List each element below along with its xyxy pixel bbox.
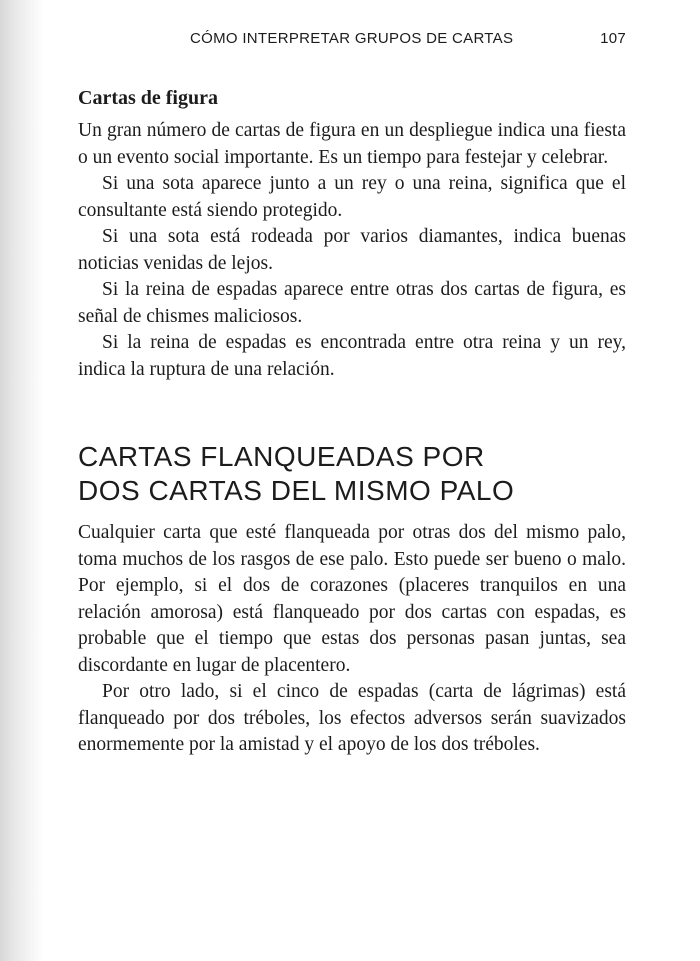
paragraph: Cualquier carta que esté flanqueada por otras dos del mismo palo, toma muchos de los rasgos de ese palo. Esto puede ser bueno o malo. Por ejemplo, si el dos de corazones (placeres tranquilos en una relación amorosa) está flanqueado por dos cartas con espadas, es probable que el tiempo que estas dos personas pasan juntas, sea discordante en lugar de placentero. [78, 522, 626, 676]
section-cartas-flanqueadas [78, 440, 626, 759]
section-heading-line-1: CARTAS FLANQUEADAS POR [78, 441, 485, 472]
section-heading-line-2: DOS CARTAS DEL MISMO PALO [78, 475, 515, 506]
paragraph: Si una sota está rodeada por varios diamantes, indica buenas noticias venidas de lejos. [78, 226, 626, 274]
paragraph: Por otro lado, si el cinco de espadas (carta de lágrimas) está flanqueado por dos tréboles, los efectos adversos serán suavizados enormemente por la amistad y el apoyo de los dos tréboles. [78, 681, 626, 755]
paragraph: Un gran número de cartas de figura en un despliegue indica una fiesta o un evento social importante. Es un tiempo para festejar y celebrar. [78, 120, 626, 168]
page-number: 107 [600, 30, 626, 47]
page-content [78, 85, 626, 759]
running-head [78, 28, 626, 50]
running-head-title: CÓMO INTERPRETAR GRUPOS DE CARTAS [190, 30, 514, 47]
section-heading [78, 440, 626, 508]
page-gutter-shadow [0, 0, 44, 961]
paragraph: Si la reina de espadas es encontrada entre otra reina y un rey, indica la ruptura de una relación. [78, 332, 626, 380]
paragraph: Si una sota aparece junto a un rey o una reina, significa que el consultante está siendo protegido. [78, 173, 626, 221]
subsection-heading: Cartas de figura [78, 87, 218, 109]
section-cartas-de-figura [78, 85, 626, 383]
paragraph: Si la reina de espadas aparece entre otras dos cartas de figura, es señal de chismes maliciosos. [78, 279, 626, 327]
